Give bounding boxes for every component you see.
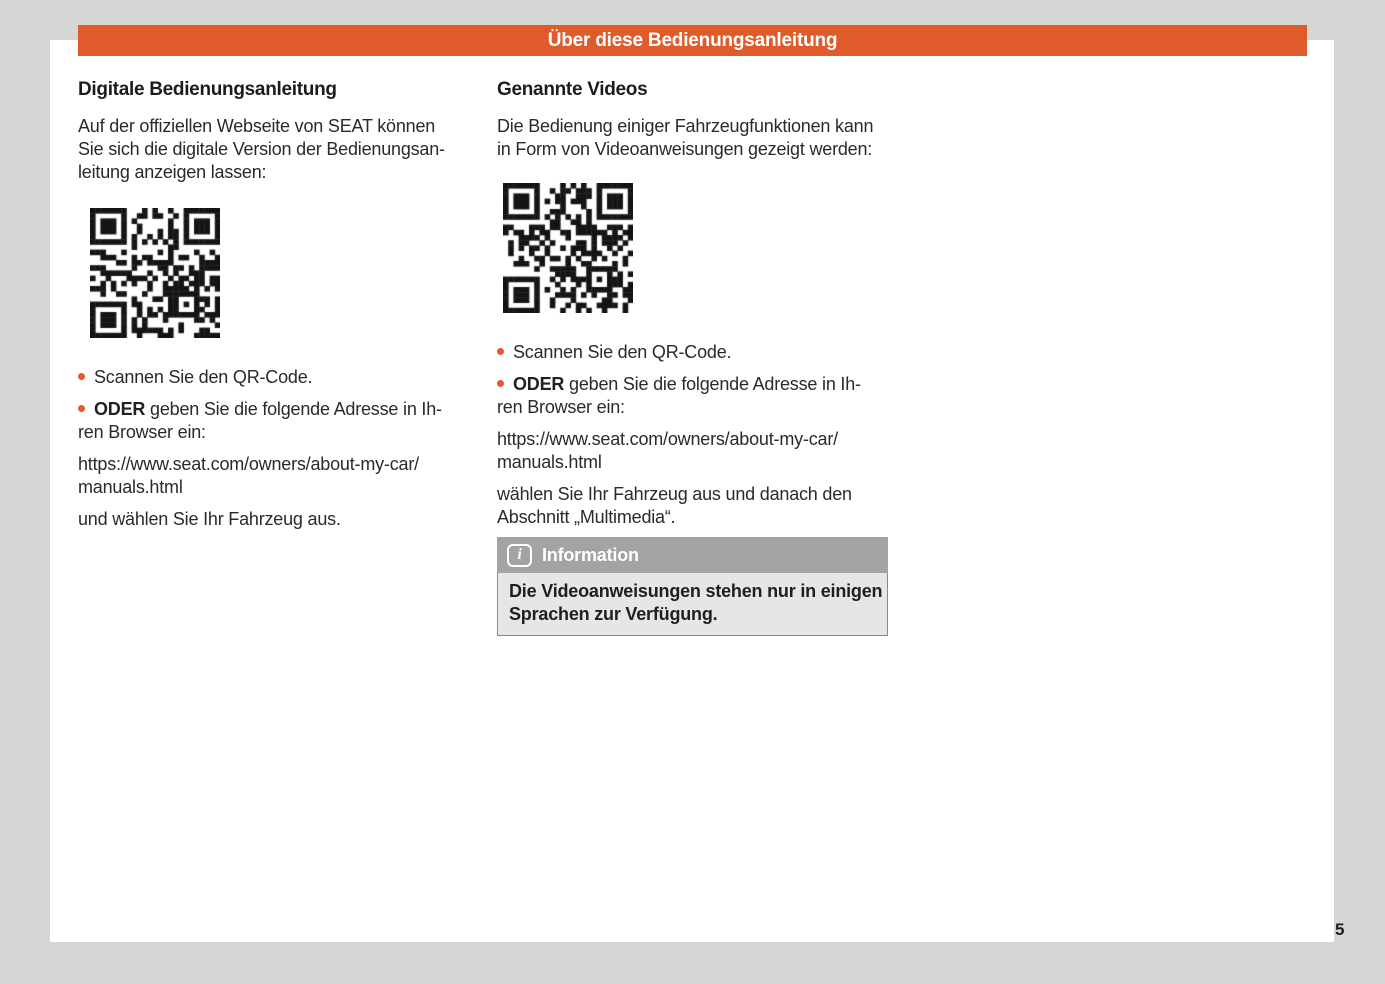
outro-line: und wählen Sie Ihr Fahrzeug aus. xyxy=(78,509,341,529)
bullet-dot-icon xyxy=(78,405,85,412)
url-line: https://www.seat.com/owners/about-my-car/ xyxy=(497,429,838,449)
section-heading-digital-manual: Digitale Bedienungsanleitung xyxy=(78,79,337,100)
info-body-line: Die Videoanweisungen stehen nur in einigen xyxy=(509,581,883,601)
bullet-oder-text: geben Sie die folgende Adresse in Ih- xyxy=(564,374,861,394)
outro-line: wählen Sie Ihr Fahrzeug aus und danach den xyxy=(497,484,852,504)
page-number: 5 xyxy=(1335,920,1345,939)
qr-code-videos xyxy=(503,183,633,313)
section-digital-manual xyxy=(78,79,484,531)
manual-url xyxy=(497,428,909,474)
intro-line: Sie sich die digitale Version der Bedienungsan- xyxy=(78,139,445,159)
bullet-oder-text-wrap: ren Browser ein: xyxy=(78,422,206,442)
information-box-header xyxy=(497,537,888,573)
section-heading-named-videos: Genannte Videos xyxy=(497,79,648,100)
chapter-header-bar xyxy=(78,25,1307,56)
bullet-oder-text: geben Sie die folgende Adresse in Ih- xyxy=(145,399,442,419)
bullet-oder-keyword: ODER xyxy=(513,374,565,394)
url-line: https://www.seat.com/owners/about-my-car/ xyxy=(78,454,419,474)
information-box-body xyxy=(497,573,888,636)
bullet-oder-address xyxy=(78,398,484,444)
intro-line: Auf der offiziellen Webseite von SEAT können xyxy=(78,116,436,136)
outro-paragraph xyxy=(78,508,484,531)
intro-line: leitung anzeigen lassen: xyxy=(78,162,267,182)
bullet-scan-qr xyxy=(497,341,909,364)
bullet-oder-address xyxy=(497,373,909,419)
info-body-line: Sprachen zur Verfügung. xyxy=(509,604,718,624)
outro-paragraph xyxy=(497,483,909,529)
bullet-oder-text-wrap: ren Browser ein: xyxy=(497,397,625,417)
section-named-videos xyxy=(497,79,909,636)
intro-paragraph xyxy=(497,115,909,161)
info-icon: i xyxy=(507,544,532,567)
chapter-title: Über diese Bedienungsanleitung xyxy=(547,29,838,51)
qr-code-manual xyxy=(90,208,220,338)
url-line: manuals.html xyxy=(497,452,602,472)
url-line: manuals.html xyxy=(78,477,183,497)
intro-paragraph xyxy=(78,115,484,184)
outro-line: Abschnitt „Multimedia“. xyxy=(497,507,676,527)
bullet-scan-qr xyxy=(78,366,484,389)
intro-line: in Form von Videoanweisungen gezeigt werden: xyxy=(497,139,873,159)
bullet-scan-text: Scannen Sie den QR-Code. xyxy=(513,342,732,362)
information-box xyxy=(497,537,888,636)
bullet-dot-icon xyxy=(497,348,504,355)
bullet-dot-icon xyxy=(497,380,504,387)
manual-url xyxy=(78,453,484,499)
bullet-scan-text: Scannen Sie den QR-Code. xyxy=(94,367,313,387)
bullet-oder-keyword: ODER xyxy=(94,399,146,419)
intro-line: Die Bedienung einiger Fahrzeugfunktionen kann xyxy=(497,116,874,136)
bullet-dot-icon xyxy=(78,373,85,380)
information-box-title: Information xyxy=(542,544,639,565)
